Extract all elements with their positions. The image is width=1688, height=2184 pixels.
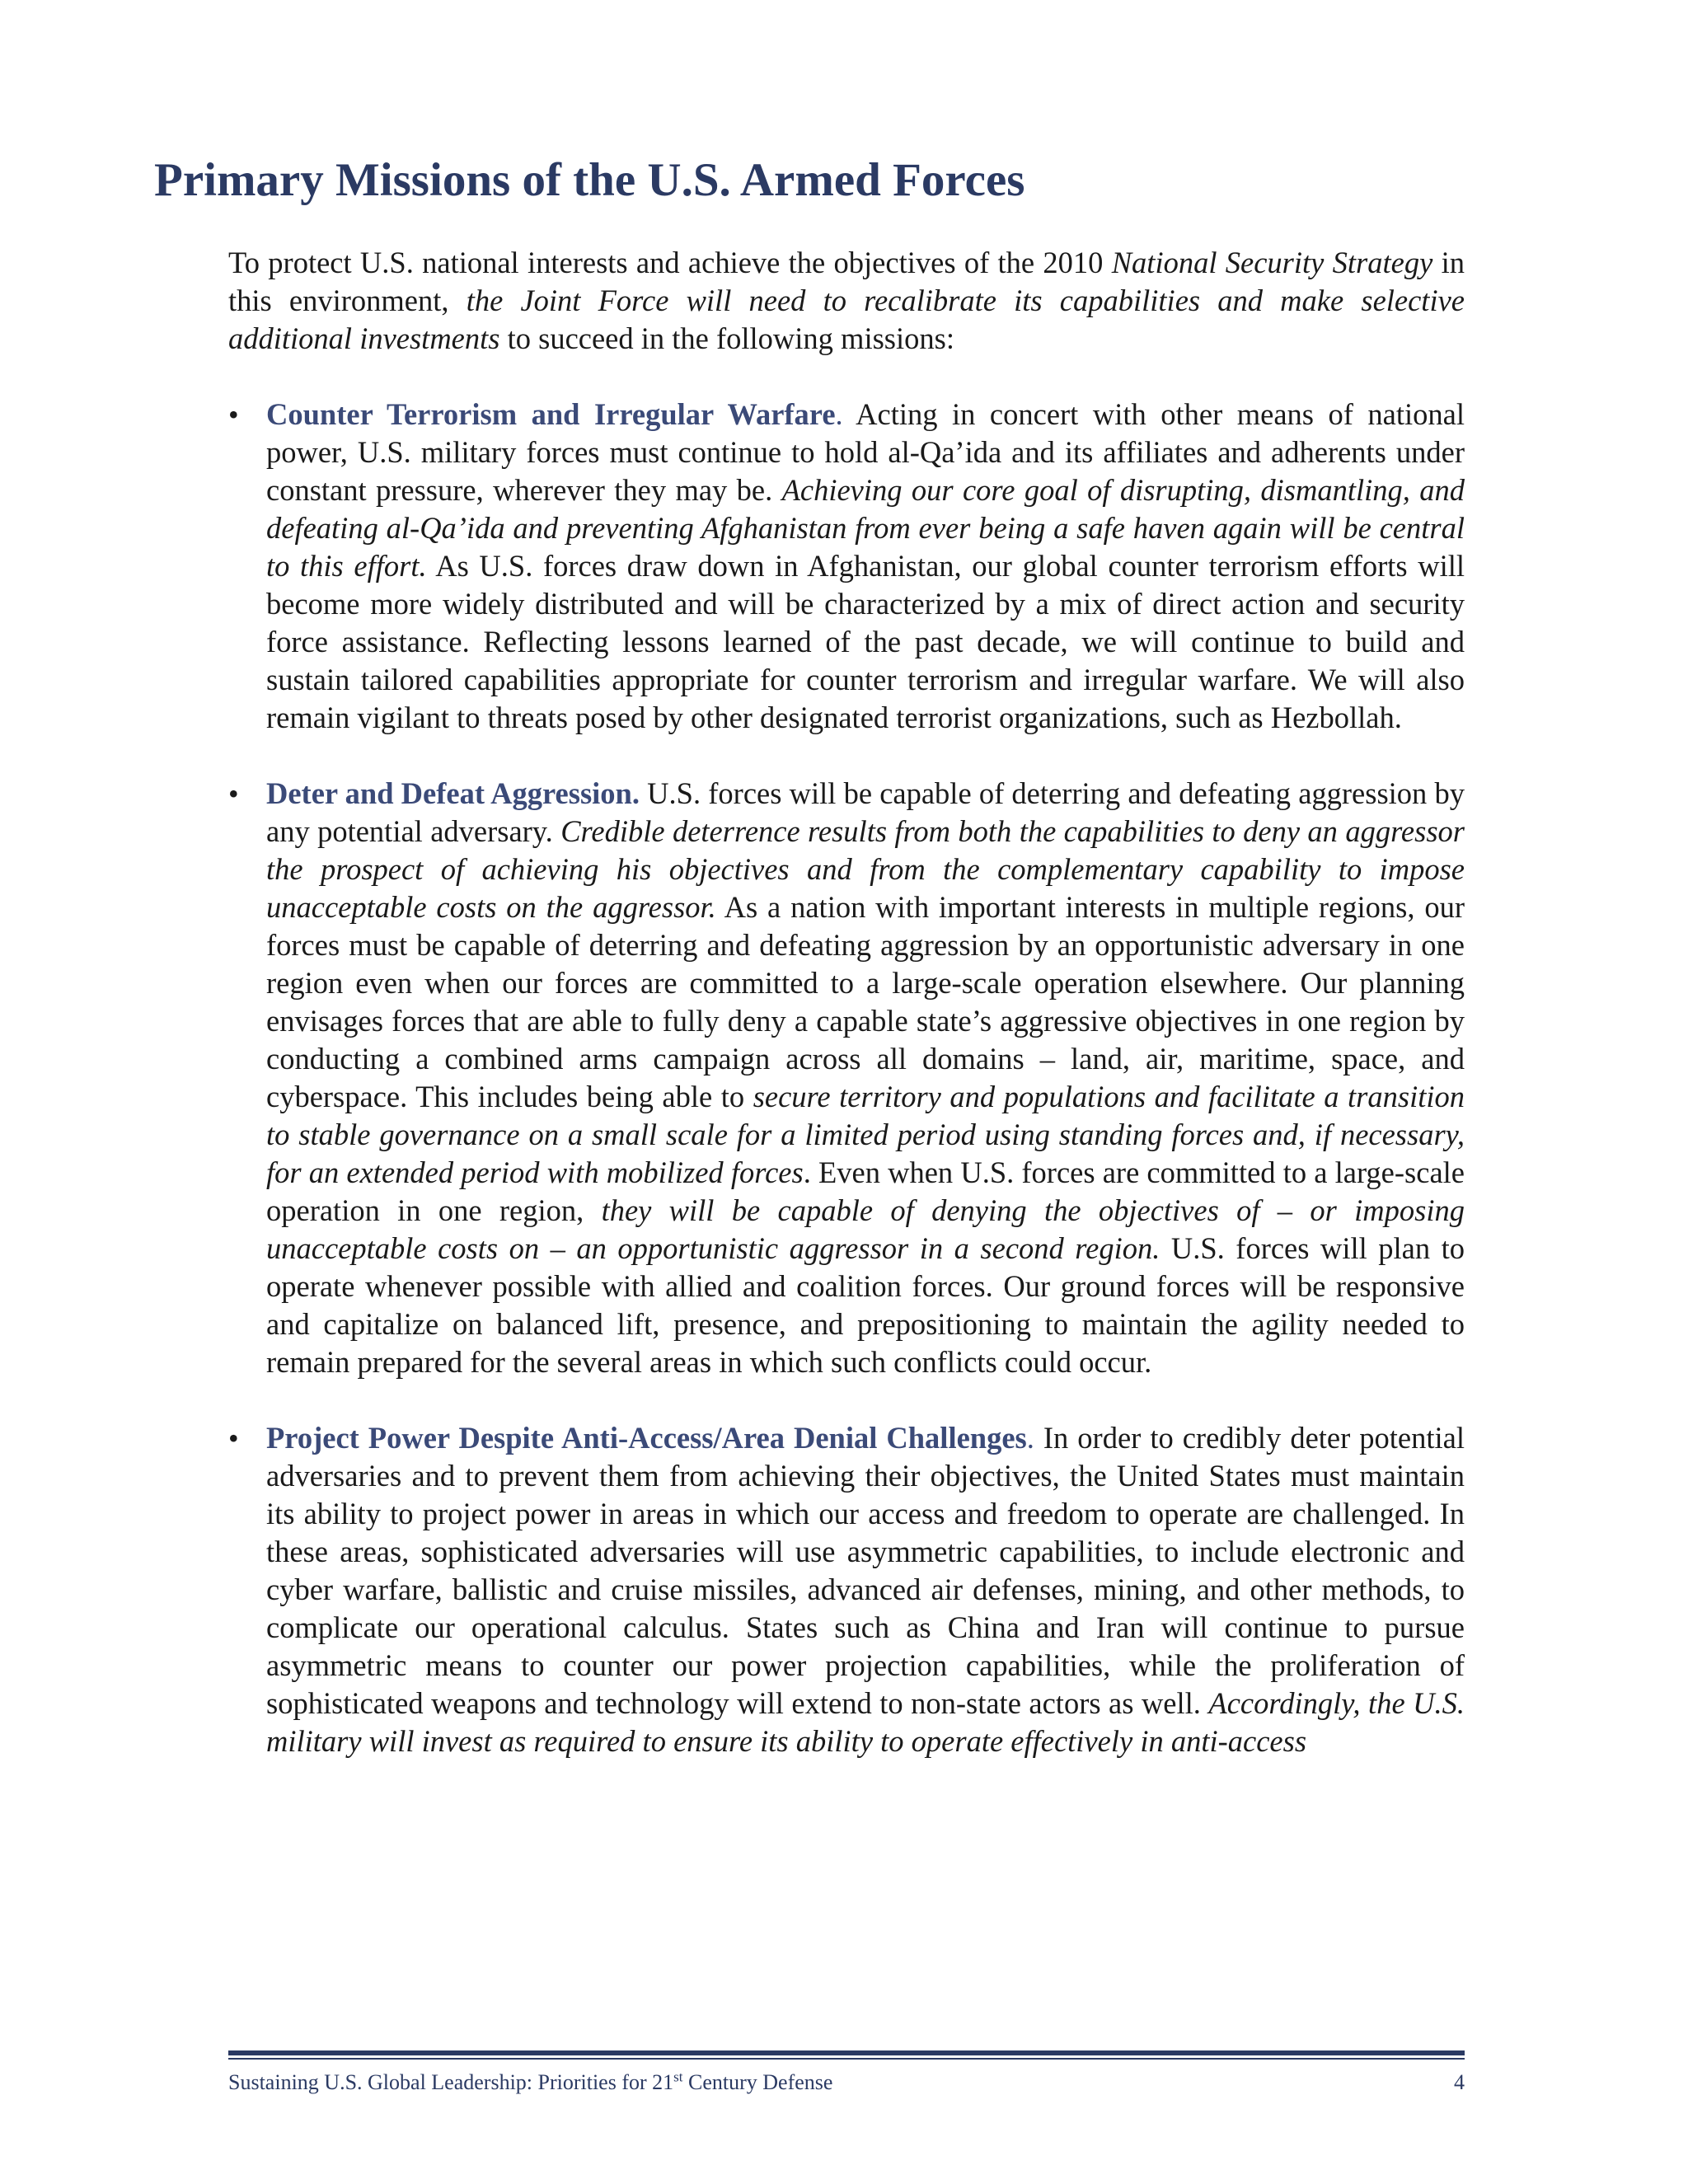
bullet-icon: • (228, 398, 239, 431)
mission-title: Project Power Despite Anti-Access/Area Denial Challenges (266, 1421, 1027, 1455)
mission-title-period: . (835, 397, 843, 431)
bullet-icon: • (228, 1422, 239, 1455)
mission-title: Deter and Defeat Aggression. (266, 776, 640, 810)
mission-emphasis-2: secure territory and populations and facilitate a transition to stable governance on a small scale for a limited period using standing forces and, if necessary, for an extended period with mobilized forces (266, 1080, 1465, 1189)
intro-text-2: in this environment, (228, 246, 1465, 317)
footer-title-text-end: Century Defense (682, 2070, 833, 2094)
mission-emphasis-1: Accordingly, the U.S. military will invest as required to ensure its ability to operate effectively in anti-access (266, 1686, 1465, 1758)
footer-divider-thin (228, 2058, 1465, 2060)
page-number: 4 (1454, 2070, 1465, 2094)
mission-item-deter-defeat (228, 775, 1465, 1381)
intro-text-3: to succeed in the following missions: (499, 321, 954, 355)
mission-emphasis-3: they will be capable of denying the objectives of – or imposing unacceptable costs on – an opportunistic aggressor in a second region. (266, 1193, 1465, 1265)
page-footer (228, 2069, 1465, 2097)
intro-emphasis-1: National Security Strategy (1111, 246, 1433, 279)
mission-text-2: As a nation with important interests in multiple regions, our forces must be capable of deterring and defeating aggression by an opportunistic adversary in one region even when our forces are committed to a large-scale operation elsewhere. Our planning envisages forces that are able to fully deny a capable state’s aggressive objectives in one region by conducting a combined arms campaign across all domains – land, air, maritime, space, and cyberspace. This includes being able to (266, 890, 1465, 1113)
mission-text-1: In order to credibly deter potential adversaries and to prevent them from achieving their objectives, the United States must maintain its ability to project power in areas in which our access and freedom to operate are challenged. In these areas, sophisticated adversaries will use asymmetric capabilities, to include electronic and cyber warfare, ballistic and cruise missiles, advanced air defenses, mining, and other methods, to complicate our operational calculus. States such as China and Iran will continue to pursue asymmetric means to counter our power projection capabilities, while the proliferation of sophisticated weapons and technology will extend to non-state actors as well. (266, 1421, 1465, 1720)
mission-title: Counter Terrorism and Irregular Warfare (266, 397, 836, 431)
intro-emphasis-2: the Joint Force will need to recalibrate its capabilities and make selective additional investments (228, 284, 1465, 355)
intro-text-1: To protect U.S. national interests and achieve the objectives of the 2010 (228, 246, 1112, 279)
mission-text-1: U.S. forces will be capable of deterring and defeating aggression by any potential adversary. (266, 776, 1465, 848)
bullet-icon: • (228, 777, 239, 810)
mission-emphasis-1: Credible deterrence results from both the capabilities to deny an aggressor the prospect of achieving his objectives and from the complementary capability to impose unacceptable costs on the aggressor. (266, 814, 1465, 924)
mission-emphasis-1: Achieving our core goal of disrupting, dismantling, and defeating al-Qa’ida and preventing Afghanistan from ever being a safe haven again will be central to this effort. (266, 473, 1465, 583)
intro-paragraph (228, 244, 1465, 358)
mission-text-4: U.S. forces will plan to operate whenever possible with allied and coalition forces. Our ground forces will be responsive and capitalize on balanced lift, presence, and prepositioning to maintain the agility needed to remain prepared for the several areas in which such conflicts could occur. (266, 1231, 1465, 1379)
mission-item-counter-terrorism (228, 396, 1465, 737)
mission-title-period: . (1026, 1421, 1034, 1455)
page-title: Primary Missions of the U.S. Armed Forces (154, 154, 1025, 206)
body-text (228, 244, 1465, 1798)
mission-text-2: As U.S. forces draw down in Afghanistan, our global counter terrorism efforts will become more widely distributed and will be characterized by a mix of direct action and security force assistance. Reflecting lessons learned of the past decade, we will continue to build and sustain tailored capabilities appropriate for counter terrorism and irregular warfare. We will also remain vigilant to threats posed by other designated terrorist organizations, such as Hezbollah. (266, 549, 1465, 734)
missions-list (228, 396, 1465, 1760)
mission-item-project-power (228, 1419, 1465, 1760)
mission-text-3: . Even when U.S. forces are committed to a large-scale operation in one region, (266, 1155, 1465, 1227)
footer-title-superscript: st (673, 2069, 683, 2085)
footer-divider (228, 2050, 1465, 2055)
footer-document-title (228, 2069, 832, 2097)
mission-text-1: Acting in concert with other means of national power, U.S. military forces must continue to hold al-Qa’ida and its affiliates and adherents under constant pressure, wherever they may be. (266, 397, 1465, 507)
footer-title-text: Sustaining U.S. Global Leadership: Priorities for 21 (228, 2070, 674, 2094)
